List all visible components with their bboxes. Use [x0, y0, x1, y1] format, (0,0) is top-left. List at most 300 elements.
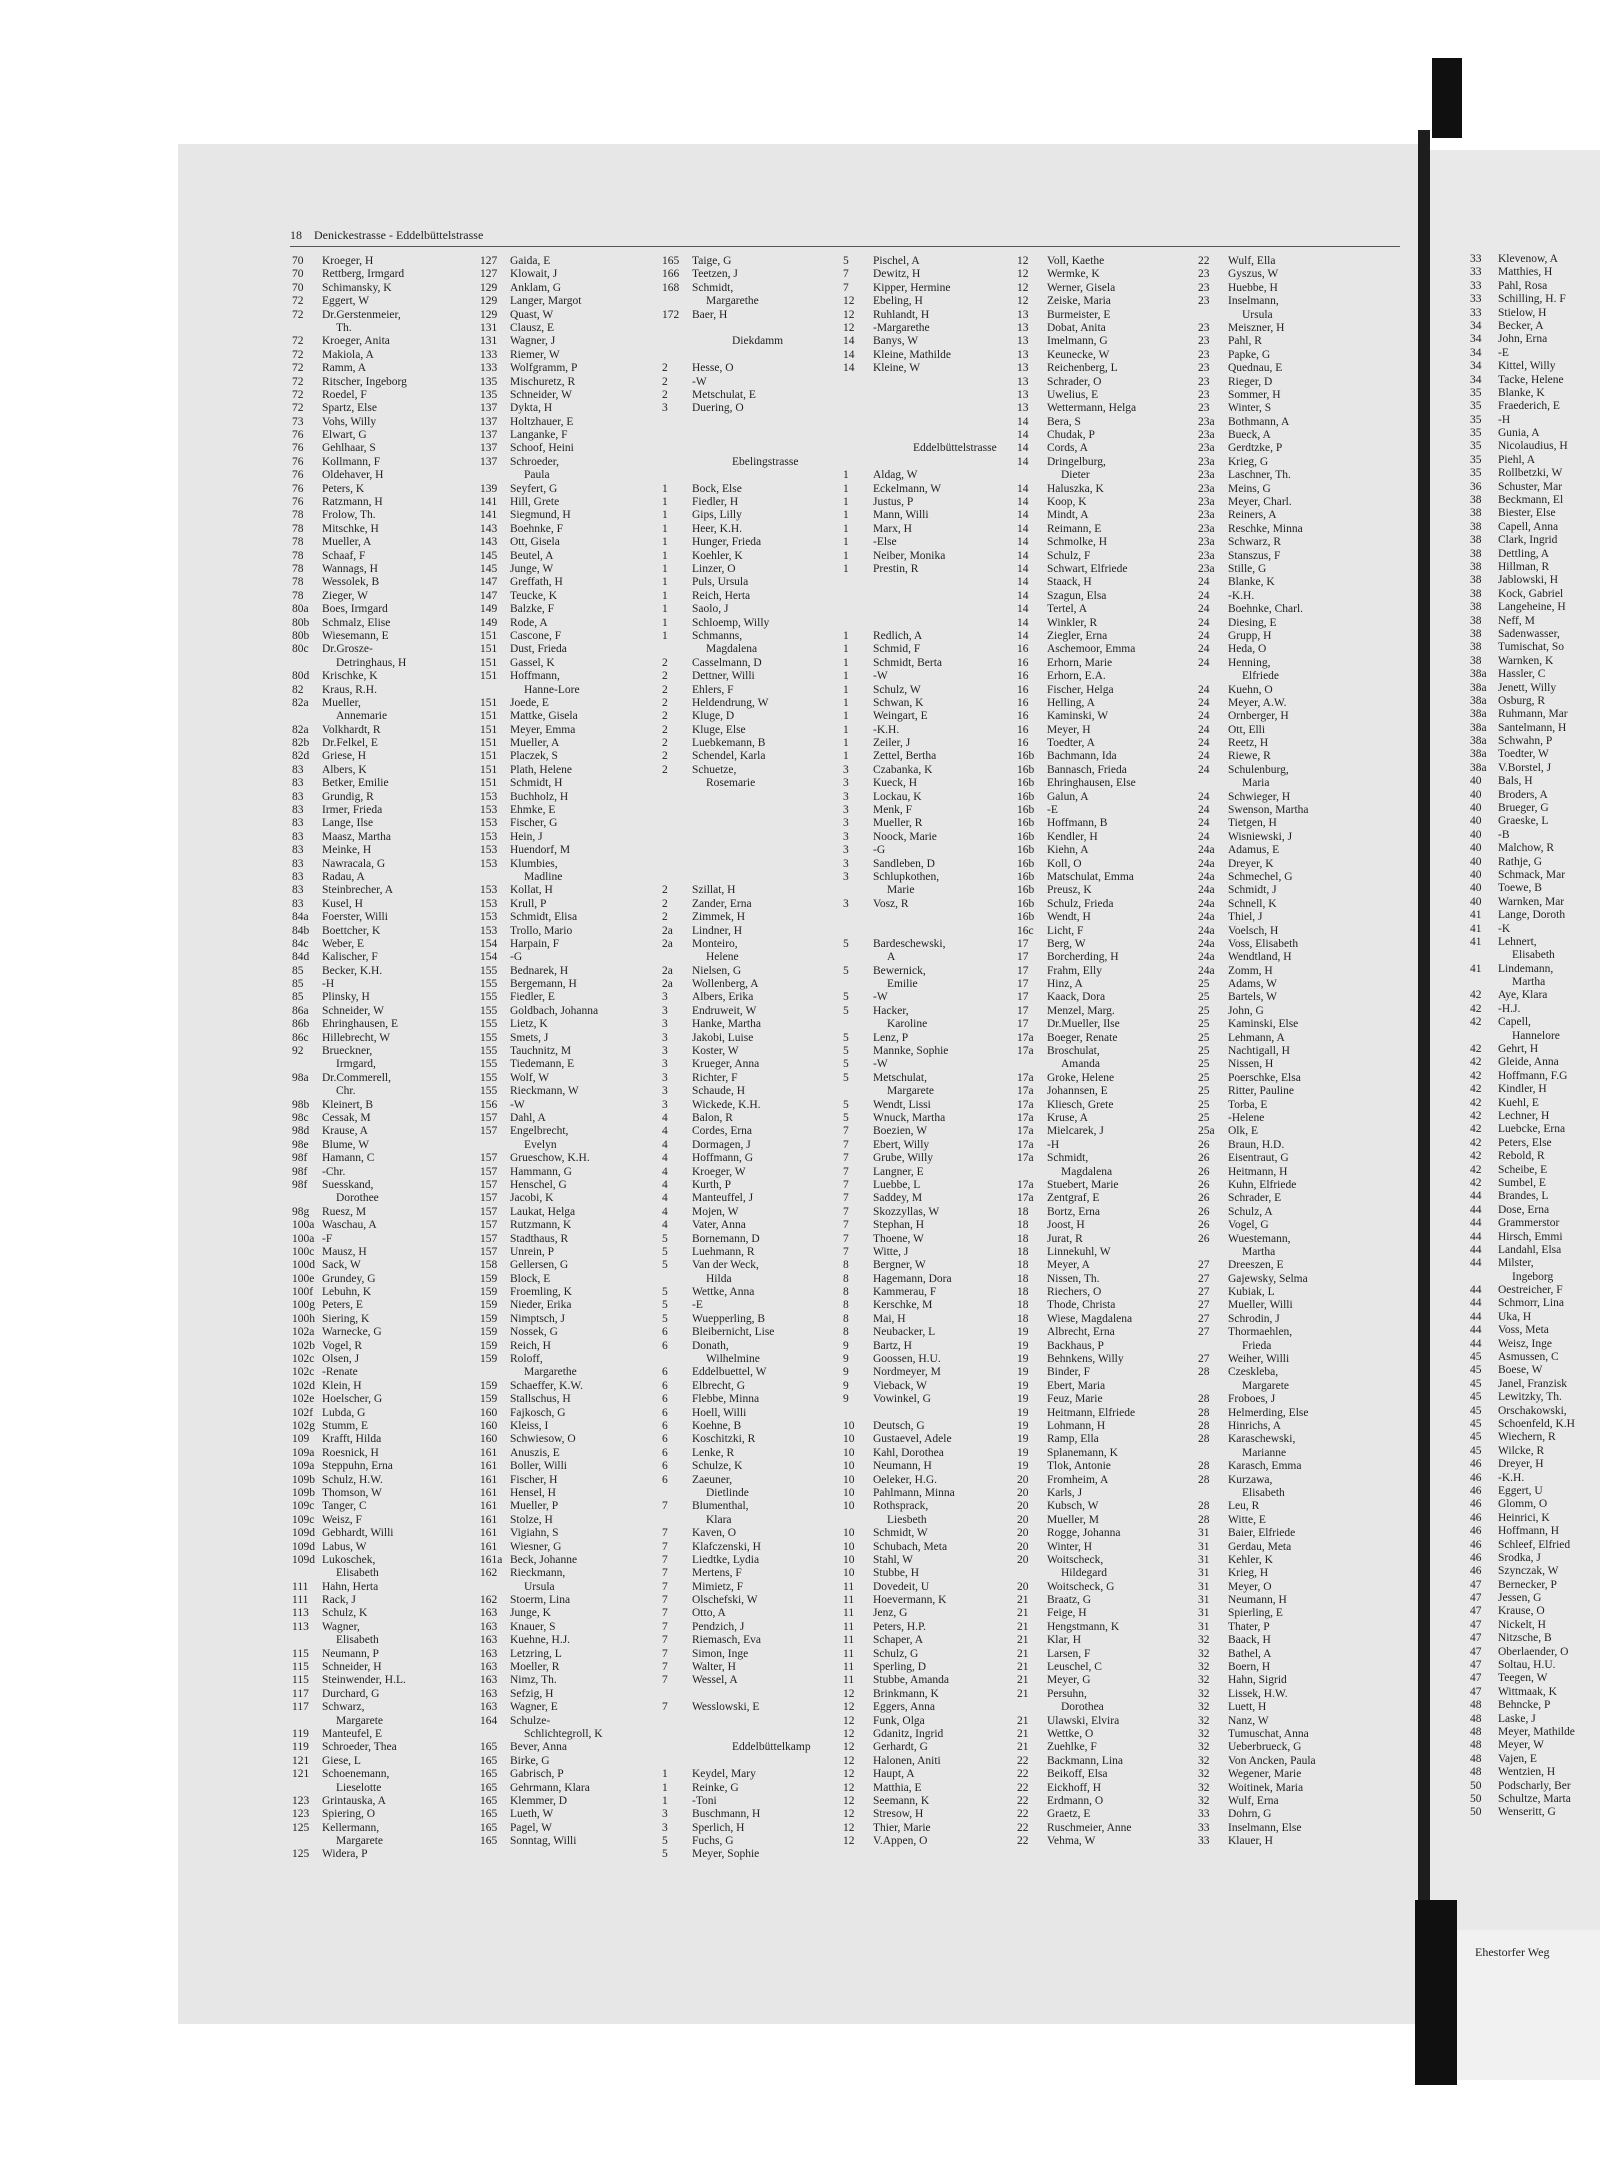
house-number: 14	[1017, 496, 1029, 509]
directory-entry	[1017, 724, 1136, 737]
directory-entry	[1017, 1152, 1136, 1165]
directory-entry	[662, 1500, 811, 1513]
house-number: 5	[662, 1835, 668, 1848]
house-number: 24	[1198, 656, 1210, 669]
resident-name: Goossen, H.U.	[873, 1353, 941, 1366]
house-number: 157	[480, 1152, 498, 1165]
directory-entry	[843, 657, 997, 670]
directory-entry	[662, 710, 811, 723]
directory-entry	[662, 1340, 811, 1353]
resident-name: Laukat, Helga	[510, 1205, 576, 1218]
house-number: 5	[843, 1098, 849, 1111]
resident-name: Plinsky, H	[322, 991, 370, 1004]
house-number	[843, 978, 873, 991]
resident-name: Podscharly, Ber	[1498, 1779, 1571, 1792]
resident-name: Gehrt, H	[1498, 1043, 1539, 1056]
directory-entry	[292, 1728, 407, 1741]
directory-entry	[1198, 1219, 1316, 1232]
resident-name: Fiedler, H	[692, 496, 739, 509]
house-number: 5	[843, 991, 849, 1004]
directory-entry	[1470, 601, 1575, 614]
blank-line	[843, 389, 997, 402]
resident-name: Wiechern, R	[1498, 1431, 1556, 1444]
resident-name: Schwart, Elfriede	[1047, 562, 1128, 575]
house-number: 85	[292, 991, 304, 1004]
house-number: 17	[1017, 937, 1029, 950]
house-number: 163	[480, 1661, 498, 1674]
house-number: 7	[662, 1607, 668, 1620]
house-number: 19	[1017, 1419, 1029, 1432]
directory-entry	[1017, 1674, 1136, 1687]
directory-entry	[843, 1701, 997, 1714]
house-number: 42	[1470, 1002, 1482, 1015]
directory-entry	[292, 1246, 407, 1259]
house-number: 50	[1470, 1792, 1482, 1805]
directory-entry	[292, 402, 407, 415]
directory-entry	[1198, 1005, 1316, 1018]
directory-entry	[480, 603, 603, 616]
house-number: 7	[843, 1178, 849, 1191]
resident-name: Beutel, A	[510, 549, 554, 562]
resident-name: Rutzmann, K	[510, 1219, 572, 1232]
directory-entry	[1198, 1514, 1316, 1527]
house-number: 7	[662, 1620, 668, 1633]
directory-entry	[1198, 871, 1316, 884]
resident-name: Keunecke, W	[1047, 348, 1110, 361]
house-number: 13	[1017, 362, 1029, 375]
house-number: 17	[1017, 964, 1029, 977]
directory-entry	[843, 871, 997, 884]
directory-entry	[480, 576, 603, 589]
directory-entry	[480, 376, 603, 389]
resident-name: Hillebrecht, W	[322, 1031, 391, 1044]
house-number	[1017, 1567, 1047, 1580]
directory-entry	[1017, 1125, 1136, 1138]
resident-name: Sperlich, H	[692, 1821, 745, 1834]
directory-entry	[843, 737, 997, 750]
blank-line	[843, 402, 997, 415]
directory-entry	[1198, 1032, 1316, 1045]
resident-name: Dr.Mueller, Ilse	[1047, 1018, 1120, 1031]
house-number	[662, 804, 692, 817]
directory-entry	[662, 1313, 811, 1326]
directory-entry	[662, 376, 811, 389]
house-number	[662, 951, 692, 964]
resident-name: Suesskand,	[322, 1178, 374, 1191]
resident-name: Gleide, Anna	[1498, 1056, 1559, 1069]
resident-name: Vehma, W	[1047, 1835, 1096, 1848]
resident-name: Rathje, G	[1498, 855, 1543, 868]
resident-name: Zaeuner,	[692, 1473, 733, 1486]
resident-name: Bera, S	[1047, 415, 1081, 428]
resident-name: Hoffmann,	[510, 670, 560, 683]
directory-entry	[480, 1192, 603, 1205]
house-number	[662, 416, 692, 429]
house-number: 24a	[1198, 857, 1215, 870]
house-number: 40	[1470, 842, 1482, 855]
directory-entry	[843, 643, 997, 656]
directory-entry	[1470, 1083, 1575, 1096]
house-number: 5	[843, 1058, 849, 1071]
resident-name: Hensel, H	[510, 1486, 556, 1499]
directory-entry	[1198, 402, 1316, 415]
page-gutter	[1418, 130, 1430, 2040]
house-number: 6	[662, 1339, 668, 1352]
directory-entry	[292, 1152, 407, 1165]
house-number	[662, 817, 692, 830]
house-number: 18	[1017, 1299, 1029, 1312]
resident-name: Maasz, Martha	[322, 830, 391, 843]
directory-entry	[480, 938, 603, 951]
directory-entry	[1470, 1753, 1575, 1766]
resident-name: Lietz, K	[510, 1018, 548, 1031]
directory-entry	[662, 255, 811, 268]
directory-entry	[843, 1326, 997, 1339]
house-number: 153	[480, 817, 498, 830]
directory-entry	[1017, 1768, 1136, 1781]
house-number: 5	[662, 1232, 668, 1245]
resident-name: Blanke, K	[1228, 576, 1275, 589]
house-number: 38	[1470, 534, 1482, 547]
house-number	[1198, 777, 1228, 790]
street-name: Ebelingstrasse	[732, 455, 799, 468]
resident-name: Haluszka, K	[1047, 482, 1104, 495]
resident-name: Kaminski, Else	[1228, 1018, 1299, 1031]
directory-entry	[843, 831, 997, 844]
directory-entry	[662, 884, 811, 897]
resident-name: Warnken, K	[1498, 654, 1554, 667]
resident-name: Oberlaender, O	[1498, 1645, 1569, 1658]
resident-name: Lindner, H	[692, 924, 742, 937]
directory-entry	[1017, 1393, 1136, 1406]
directory-entry	[1017, 483, 1136, 496]
resident-name: Wettermann, Helga	[1047, 402, 1137, 415]
house-number: 7	[843, 1192, 849, 1205]
resident-name: Linnekuhl, W	[1047, 1245, 1111, 1258]
resident-name-continued: Lieselotte	[336, 1781, 382, 1794]
house-number: 24a	[1198, 870, 1215, 883]
house-number: 125	[292, 1821, 310, 1834]
directory-entry	[480, 858, 603, 871]
house-number: 2	[662, 683, 668, 696]
resident-name: Koehne, B	[692, 1419, 742, 1432]
resident-name: Imelmann, G	[1047, 335, 1108, 348]
house-number: 24a	[1198, 911, 1215, 924]
house-number: 165	[662, 255, 680, 267]
house-number: 12	[843, 1727, 855, 1740]
resident-name: Tanger, C	[322, 1500, 367, 1513]
resident-name: Stallschus, H	[510, 1393, 571, 1406]
house-number	[662, 322, 692, 335]
house-number: 127	[480, 268, 498, 281]
directory-entry	[1470, 708, 1575, 721]
street-name: Diekdamm	[732, 335, 784, 348]
directory-entry	[662, 978, 811, 991]
resident-name: Pahlmann, Minna	[873, 1486, 955, 1499]
directory-entry	[480, 509, 603, 522]
house-number: 3	[843, 790, 849, 803]
resident-name: -B	[1498, 828, 1510, 841]
directory-entry	[1017, 456, 1136, 469]
directory-entry	[480, 1206, 603, 1219]
house-number: 1	[662, 522, 668, 535]
directory-entry	[292, 1072, 407, 1085]
directory-entry	[1198, 1674, 1316, 1687]
house-number: 10	[843, 1486, 855, 1499]
resident-name: Von Ancken, Paula	[1228, 1754, 1316, 1767]
resident-name: Hoffmann, H	[1498, 1525, 1560, 1538]
house-number	[843, 590, 873, 603]
resident-name: Kammerau, F	[873, 1286, 937, 1299]
resident-name: Reichenberg, L	[1047, 362, 1118, 375]
resident-name: Banys, W	[873, 335, 919, 348]
directory-entry	[1470, 789, 1575, 802]
house-number: 24	[1198, 763, 1210, 776]
house-number: 1	[843, 522, 849, 535]
house-number: 119	[292, 1741, 309, 1754]
directory-entry	[480, 1621, 603, 1634]
resident-name-continued: Klara	[706, 1513, 732, 1526]
house-number: 1	[662, 509, 668, 522]
house-number: 151	[480, 670, 498, 683]
house-number: 23	[1198, 281, 1210, 294]
house-number: 47	[1470, 1618, 1482, 1631]
resident-name: Wermke, K	[1047, 268, 1100, 281]
entry-continuation	[662, 777, 811, 790]
house-number: 2	[662, 763, 668, 776]
resident-name: Funk, Olga	[873, 1714, 925, 1727]
resident-name: Dose, Erna	[1498, 1203, 1550, 1216]
resident-name: Bewernick,	[873, 964, 926, 977]
house-number: 11	[843, 1607, 855, 1620]
house-number: 14	[1017, 415, 1029, 428]
resident-name: Srodka, J	[1498, 1551, 1541, 1564]
directory-entry	[843, 898, 997, 911]
directory-entry	[292, 1514, 407, 1527]
directory-entry	[1198, 1621, 1316, 1634]
house-number: 45	[1470, 1391, 1482, 1404]
directory-entry	[662, 1072, 811, 1085]
directory-entry	[1017, 817, 1136, 830]
directory-entry	[480, 1246, 603, 1259]
house-number: 137	[480, 455, 498, 468]
house-number: 72	[292, 308, 304, 321]
directory-entry	[1198, 1634, 1316, 1647]
house-number: 16b	[1017, 777, 1035, 790]
directory-entry	[1470, 1137, 1575, 1150]
resident-name: Boller, Willi	[510, 1460, 568, 1473]
resident-name: Winter, H	[1047, 1540, 1093, 1553]
house-number: 11	[843, 1580, 855, 1593]
house-number: 109	[292, 1433, 310, 1446]
house-number: 6	[662, 1446, 668, 1459]
house-number: 38a	[1470, 708, 1487, 721]
house-number: 25	[1198, 1004, 1210, 1017]
house-number: 5	[843, 1071, 849, 1084]
entry-continuation	[843, 884, 997, 897]
blank-line	[843, 576, 997, 589]
resident-name: Lohmann, H	[1047, 1419, 1106, 1432]
resident-name: Lechner, H	[1498, 1110, 1550, 1122]
resident-name: Stolze, H	[510, 1513, 553, 1526]
house-number: 48	[1470, 1766, 1482, 1779]
resident-name: Mimietz, F	[692, 1580, 744, 1593]
directory-entry	[480, 951, 603, 964]
resident-name: Fuchs, G	[692, 1835, 734, 1848]
resident-name: Placzek, S	[510, 750, 558, 763]
resident-name: Halonen, Aniti	[873, 1754, 941, 1767]
directory-entry	[480, 255, 603, 268]
resident-name: Holtzhauer, E	[510, 415, 574, 428]
resident-name: Torba, E	[1228, 1098, 1268, 1111]
resident-name: Hoell, Willi	[692, 1406, 747, 1419]
resident-name: Warnecke, G	[322, 1326, 382, 1339]
directory-entry	[662, 550, 811, 563]
house-number: 14	[843, 362, 855, 375]
house-number: 2	[662, 710, 668, 723]
resident-name: Schroeder, Thea	[322, 1741, 397, 1754]
house-number: 143	[480, 522, 498, 535]
directory-column-1	[292, 255, 407, 1862]
resident-name: Inselmann,	[1228, 295, 1279, 308]
directory-entry	[843, 791, 997, 804]
directory-entry	[662, 1112, 811, 1125]
directory-entry	[843, 1500, 997, 1513]
resident-name: Meiszner, H	[1228, 321, 1285, 334]
directory-entry	[480, 1072, 603, 1085]
house-number: 151	[480, 710, 498, 723]
directory-entry	[1017, 1460, 1136, 1473]
house-number: 1	[843, 629, 849, 642]
directory-entry	[1198, 1179, 1316, 1192]
directory-entry	[1470, 668, 1575, 681]
resident-name: Quednau, E	[1228, 362, 1283, 375]
directory-entry	[1198, 1139, 1316, 1152]
directory-entry	[1198, 1366, 1316, 1379]
house-number: 155	[480, 1045, 498, 1058]
house-number: 1	[843, 643, 849, 656]
directory-entry	[480, 1500, 603, 1513]
entry-continuation	[292, 1782, 407, 1795]
house-number	[1198, 1380, 1228, 1393]
house-number: 38	[1470, 547, 1482, 560]
resident-name: Peters, K	[322, 482, 365, 495]
house-number: 2a	[662, 964, 673, 977]
house-number: 163	[480, 1607, 498, 1620]
resident-name: Kueck, H	[873, 777, 918, 790]
directory-entry	[1470, 1338, 1575, 1351]
resident-name: Rieckmann, W	[510, 1085, 579, 1098]
house-number: 159	[480, 1353, 498, 1366]
directory-entry	[480, 965, 603, 978]
house-number	[662, 1273, 692, 1286]
house-number: 45	[1470, 1431, 1482, 1444]
house-number: 7	[662, 1674, 668, 1687]
resident-name: Stubbe, Amanda	[873, 1674, 950, 1687]
house-number: 166	[662, 268, 680, 281]
resident-name: Hahn, Herta	[322, 1580, 379, 1593]
resident-name: -G	[510, 951, 523, 964]
directory-entry	[843, 1621, 997, 1634]
directory-entry	[292, 1166, 407, 1179]
directory-entry	[480, 268, 603, 281]
entry-continuation	[480, 469, 603, 482]
house-number: 159	[480, 1286, 498, 1299]
resident-name: Burmeister, E	[1047, 308, 1111, 321]
directory-entry	[292, 804, 407, 817]
directory-entry	[662, 1835, 811, 1848]
directory-entry	[292, 965, 407, 978]
house-number	[1470, 949, 1498, 962]
house-number	[480, 684, 510, 697]
resident-name: Behnkens, Willy	[1047, 1353, 1124, 1366]
house-number: 38a	[1470, 761, 1487, 774]
house-number: 32	[1198, 1727, 1210, 1740]
directory-entry	[662, 1607, 811, 1620]
directory-entry	[1198, 550, 1316, 563]
house-number: 83	[292, 804, 304, 817]
house-number: 16b	[1017, 804, 1035, 817]
directory-entry	[480, 991, 603, 1004]
directory-entry	[1470, 548, 1575, 561]
house-number: 48	[1470, 1739, 1482, 1752]
directory-entry	[843, 295, 997, 308]
directory-entry	[1198, 1460, 1316, 1473]
house-number: 23a	[1198, 522, 1215, 535]
house-number: 1	[843, 656, 849, 669]
resident-name: Nissen, H	[1228, 1058, 1274, 1071]
resident-name: Wiesner, G	[510, 1540, 562, 1553]
house-number: 17a	[1017, 1098, 1034, 1111]
resident-name-continued: Dorothee	[336, 1192, 379, 1205]
directory-entry	[843, 1125, 997, 1138]
directory-entry	[292, 1219, 407, 1232]
directory-entry	[1017, 255, 1136, 268]
house-number: 5	[843, 1045, 849, 1058]
house-number	[843, 617, 873, 630]
house-number: 98g	[292, 1205, 310, 1218]
resident-name: Ruesz, M	[322, 1205, 367, 1218]
blank-line	[662, 817, 811, 830]
resident-name: -Renate	[322, 1366, 358, 1379]
directory-entry	[292, 550, 407, 563]
directory-entry	[662, 1099, 811, 1112]
directory-entry	[480, 590, 603, 603]
house-number: 24	[1198, 576, 1210, 589]
resident-name: Rode, A	[510, 616, 548, 629]
directory-entry	[292, 1621, 407, 1634]
directory-entry	[843, 1246, 997, 1259]
resident-name: Block, E	[510, 1272, 551, 1285]
house-number: 165	[480, 1768, 498, 1781]
directory-entry	[662, 1768, 811, 1781]
house-number: 46	[1470, 1538, 1482, 1551]
house-number: 1	[843, 737, 849, 750]
directory-entry	[480, 1795, 603, 1808]
directory-entry	[1470, 1070, 1575, 1083]
house-number: 42	[1470, 1069, 1482, 1082]
resident-name-continued: Evelyn	[524, 1138, 557, 1151]
house-number: 1	[662, 589, 668, 602]
resident-name: Schmorr, Lina	[1498, 1297, 1564, 1310]
house-number	[843, 416, 873, 429]
resident-name-continued: Ursula	[524, 1580, 555, 1593]
directory-entry	[292, 844, 407, 857]
resident-name-continued: Annemarie	[336, 710, 388, 723]
house-number	[662, 295, 692, 308]
house-number: 40	[1470, 775, 1482, 788]
entry-continuation	[480, 1728, 603, 1741]
